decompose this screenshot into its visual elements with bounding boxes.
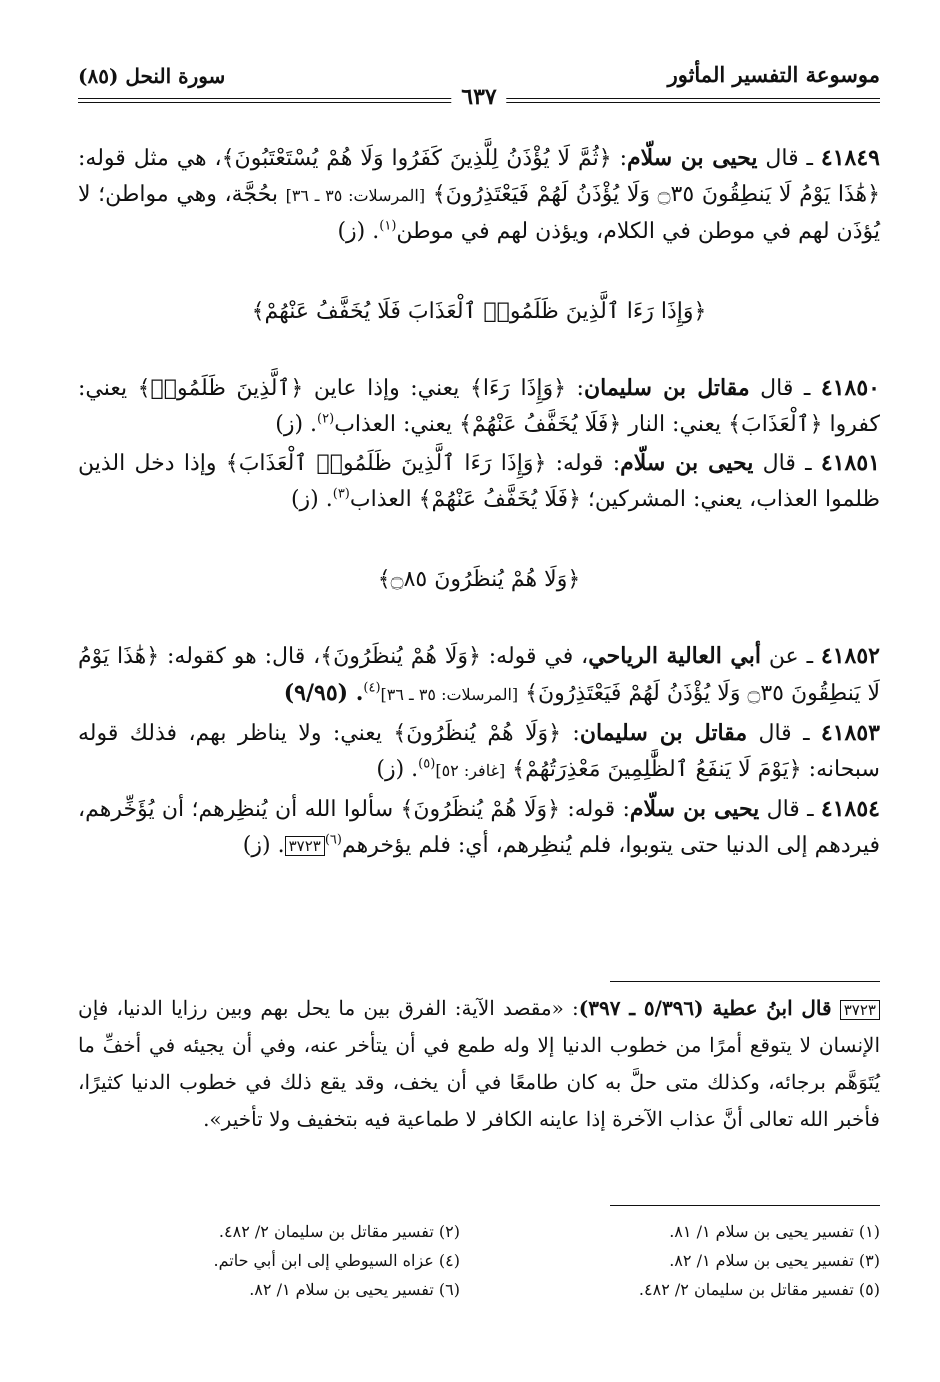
entry-41851 [78, 445, 880, 518]
entry-41849 [78, 140, 880, 250]
entry-text: : ﴿وَإِذَا رَءَا﴾ يعني: وإذا عاين ﴿ٱلَّذِينَ ظَلَمُوا۟﴾ يعني: كفروا ﴿ٱلْعَذَابَ﴾ يعني: النار ﴿فَلَا يُخَفَّفُ عَنْهُمْ﴾ يعني: العذاب [78, 376, 880, 437]
footnote-marker: (١) [379, 218, 397, 234]
entry-tail: . (ز) [242, 833, 285, 858]
entry-text: : ﴿وَلَا هُمْ يُنظَرُونَ﴾ يعني: ولا يناظر بهم، فذلك قوله سبحانه: ﴿يَوْمَ لَا يَنفَعُ ٱلظَّٰلِمِينَ مَعْذِرَتُهُمْ﴾ [78, 721, 880, 782]
footnote-marker: (٥) [418, 756, 436, 772]
footnote-marker: (٤) [363, 680, 381, 696]
entry-speaker: يحيى بن سلّام [620, 450, 754, 476]
verse-reference: [المرسلات: ٣٥ ـ ٣٦] [285, 186, 426, 205]
entry-number: ٤١٨٥٤ [820, 796, 880, 822]
verse-reference: [المرسلات: ٣٥ ـ ٣٦] [380, 685, 519, 704]
entry-speaker: مقاتل بن سليمان [579, 720, 748, 746]
footnote-3: (٣) تفسير يحيى بن سلام ١/ ٨٢. [669, 1251, 880, 1270]
commentary-separator [610, 981, 880, 982]
footnote-2: (٢) تفسير مقاتل بن سليمان ٢/ ٤٨٢. [218, 1222, 460, 1241]
entry-number: ٤١٨٥٢ [820, 643, 880, 669]
page-header [78, 62, 880, 110]
entry-number: ٤١٨٥٠ [820, 375, 880, 401]
entry-tail: . (ز) [290, 487, 333, 512]
verse-reference: [غافر: ٥٢] [435, 761, 506, 780]
footnotes-right-column [490, 1217, 880, 1304]
book-title: موسوعة التفسير المأثور [667, 62, 880, 87]
footnote-6: (٦) تفسير يحيى بن سلام ١/ ٨٢. [249, 1280, 460, 1299]
commentary-note [78, 990, 880, 1138]
entry-dash: ـ قال [753, 451, 821, 476]
entry-tail: . (٩/٩٥) [283, 680, 364, 706]
verse-heading-2: ﴿وَلَا هُمْ يُنظَرُونَ ۝٨٥﴾ [377, 567, 581, 592]
entry-dash: ـ عن [760, 644, 821, 669]
entry-41853 [78, 715, 880, 789]
entry-41850 [78, 370, 880, 443]
entry-number: ٤١٨٥١ [820, 450, 880, 476]
footnote-marker: (٢) [317, 411, 335, 427]
page-number: ٦٣٧ [451, 84, 506, 110]
entry-tail: . (ز) [376, 757, 419, 782]
commentary-text: : «مقصد الآية: الفرق بين ما يحل بهم وبين رزايا الدنيا، فإن الإنسان لا يتوقع أمرًا من خطوب الدنيا إلا وله طمع في أن يتأخر عنه، وفي أن يجيئه في أخفِّ ما يُتَوَهَّم برجائه، وكذلك متى حلَّ به كان طامعًا في أن يخف، وقد يقع ذلك في خطوب الدنيا كثيرًا، فأخبر الله تعالى أنَّ عذاب الآخرة إذا عاينه الكافر لا طماعية فيه بتخفيف ولا تأخير». [78, 996, 880, 1131]
entry-speaker: مقاتل بن سليمان [583, 375, 750, 401]
commentary-number: ٣٧٢٣ [840, 1000, 880, 1020]
entry-speaker: أبي العالية الرياحي [588, 643, 761, 669]
commentary-marker[interactable]: ٣٧٢٣ [285, 836, 325, 856]
entry-number: ٤١٨٤٩ [820, 145, 880, 171]
entry-text-2: بحُجَّة، وهي مواطن؛ لا يُؤذَن لهم في موطن في الكلام، ويؤذن لهم في موطن [78, 182, 880, 244]
main-content [78, 140, 880, 866]
entry-dash: ـ قال [757, 146, 821, 171]
footnote-5: (٥) تفسير مقاتل بن سليمان ٢/ ٤٨٢. [638, 1280, 880, 1299]
entry-text: ، في قوله: ﴿وَلَا هُمْ يُنظَرُونَ﴾، قال: هو كقوله: ﴿هَٰذَا يَوْمُ لَا يَنطِقُونَ ۝٣٥ وَلَا يُؤْذَنُ لَهُمْ فَيَعْتَذِرُونَ﴾ [78, 644, 880, 706]
footnotes-left-column [70, 1217, 460, 1304]
footnote-marker: (٦) [324, 832, 342, 848]
footnote-separator [610, 1205, 880, 1206]
entry-text: : قوله: ﴿وَلَا هُمْ يُنظَرُونَ﴾ سألوا الله أن يُنظِرهم؛ أن يُؤَخِّرهم، فيردهم إلى الدنيا حتى يتوبوا، فلم يُنظِرهم، أي: فلم يؤخرهم [78, 797, 880, 858]
entry-text: : ﴿ثُمَّ لَا يُؤْذَنُ لِلَّذِينَ كَفَرُوا وَلَا هُمْ يُسْتَعْتَبُونَ﴾، هي مثل قوله: ﴿هَٰذَا يَوْمُ لَا يَنطِقُونَ ۝٣٥ وَلَا يُؤْذَنُ لَهُمْ فَيَعْتَذِرُونَ﴾ [78, 146, 880, 207]
surah-title: سورة النحل (٨٥) [78, 64, 226, 88]
footnote-4: (٤) عزاه السيوطي إلى ابن أبي حاتم. [213, 1251, 460, 1270]
entry-dash: ـ قال [747, 721, 821, 746]
entry-text: : قوله: ﴿وَإِذَا رَءَا ٱلَّذِينَ ظَلَمُوا۟ ٱلْعَذَابَ﴾ وإذا دخل الذين ظلموا العذاب، يعني: المشركين؛ ﴿فَلَا يُخَفَّفُ عَنْهُمْ﴾ العذاب [78, 451, 880, 512]
entry-41852 [78, 638, 880, 713]
footnote-marker: (٣) [332, 486, 350, 502]
entry-41854 [78, 791, 880, 864]
entry-speaker: يحيى بن سلّام [627, 145, 758, 171]
commentary-speaker: قال ابنُ عطية [712, 996, 832, 1020]
entry-dash: ـ قال [749, 376, 821, 401]
footnote-1: (١) تفسير يحيى بن سلام ١/ ٨١. [669, 1222, 880, 1241]
entry-speaker: يحيى بن سلّام [629, 796, 760, 822]
commentary-reference: (٥/٣٩٦ ـ ٣٩٧) [578, 996, 713, 1020]
entry-number: ٤١٨٥٣ [820, 720, 880, 746]
verse-heading-1: ﴿وَإِذَا رَءَا ٱلَّذِينَ ظَلَمُوا۟ ٱلْعَذَابَ فَلَا يُخَفَّفُ عَنْهُمْ﴾ [251, 299, 707, 324]
entry-dash: ـ قال [759, 797, 821, 822]
entry-tail: . (ز) [337, 219, 380, 244]
entry-tail: . (ز) [275, 412, 318, 437]
